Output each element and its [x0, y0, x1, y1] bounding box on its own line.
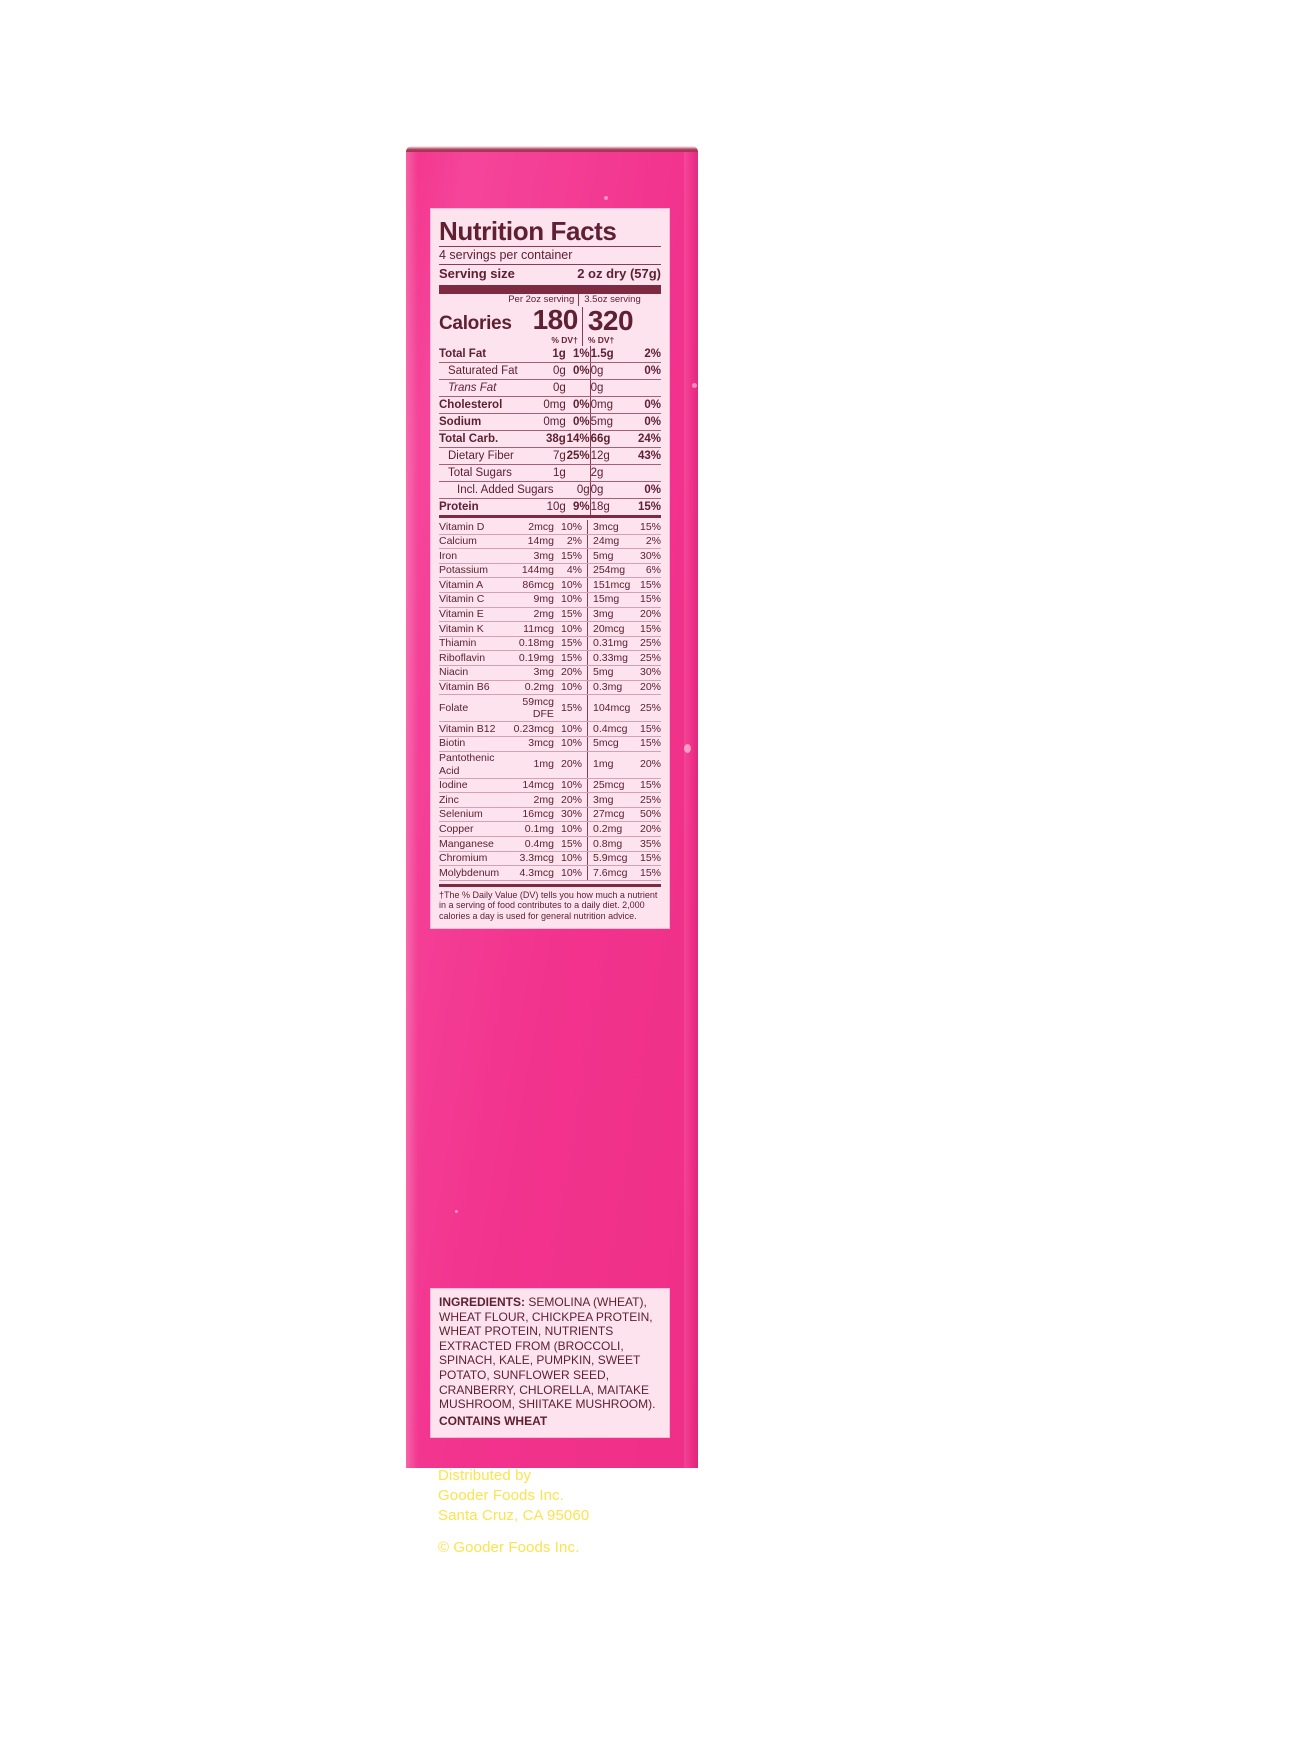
- nutrient-dv-col1: 25%: [566, 448, 590, 465]
- calories-row: [439, 306, 661, 335]
- nutrient-dv-col2: [632, 465, 661, 482]
- nutrition-facts-panel: [430, 208, 670, 929]
- nutrient-dv-col1: 9%: [566, 499, 590, 517]
- micronutrient-amount-col2: 27mcg: [588, 807, 635, 822]
- table-row: [439, 592, 661, 607]
- micronutrient-name: Vitamin E: [439, 607, 510, 622]
- micronutrient-amount-col2: 5.9mcg: [588, 851, 635, 866]
- micronutrient-dv-col2: 15%: [634, 851, 661, 866]
- copyright-notice: © Gooder Foods Inc.: [438, 1539, 580, 1556]
- micronutrient-dv-col1: 2%: [558, 534, 588, 549]
- divider: [439, 264, 661, 265]
- distributor-address: Santa Cruz, CA 95060: [438, 1507, 590, 1524]
- micronutrient-amount-col2: 3mg: [588, 607, 635, 622]
- micronutrient-name: Copper: [439, 822, 510, 837]
- micronutrient-amount-col2: 0.3mg: [588, 680, 635, 695]
- micronutrient-amount-col1: 16mcg: [510, 807, 558, 822]
- micronutrient-amount-col2: 20mcg: [588, 622, 635, 637]
- table-row: [439, 622, 661, 637]
- micronutrient-dv-col2: 2%: [634, 534, 661, 549]
- nutrient-name: Cholesterol: [439, 397, 530, 414]
- micronutrient-name: Iodine: [439, 778, 510, 793]
- micronutrient-amount-col1: 0.1mg: [510, 822, 558, 837]
- micronutrient-amount-col1: 14mg: [510, 534, 558, 549]
- micronutrient-name: Niacin: [439, 665, 510, 680]
- micronutrient-dv-col2: 25%: [634, 793, 661, 808]
- micronutrient-dv-col1: 20%: [558, 751, 588, 778]
- micronutrient-name: Vitamin D: [439, 520, 510, 534]
- nutrient-dv-col1: 14%: [566, 431, 590, 448]
- micronutrient-amount-col2: 0.33mg: [588, 651, 635, 666]
- column-header-3-5oz: 3.5oz serving: [578, 294, 661, 306]
- table-row: [439, 563, 661, 578]
- micronutrient-name: Vitamin C: [439, 592, 510, 607]
- nutrient-dv-col2: 0%: [632, 482, 661, 499]
- table-row: [439, 346, 661, 363]
- table-row: [439, 578, 661, 593]
- micronutrient-amount-col2: 1mg: [588, 751, 635, 778]
- nutrient-name: Incl. Added Sugars: [439, 482, 566, 499]
- nutrient-name: Protein: [439, 499, 530, 517]
- nutrient-dv-col1: 0%: [566, 414, 590, 431]
- micronutrient-amount-col1: 2mg: [510, 607, 558, 622]
- table-row: [439, 431, 661, 448]
- table-row: [439, 665, 661, 680]
- table-row: [439, 414, 661, 431]
- micronutrient-dv-col1: 15%: [558, 636, 588, 651]
- nutrient-dv-col2: 24%: [632, 431, 661, 448]
- table-row: [439, 448, 661, 465]
- micronutrient-amount-col1: 0.4mg: [510, 837, 558, 852]
- micronutrient-dv-col1: 15%: [558, 549, 588, 564]
- micronutrient-dv-col2: 6%: [634, 563, 661, 578]
- micronutrient-dv-col2: 15%: [634, 578, 661, 593]
- table-row: [439, 520, 661, 534]
- box-speck: [684, 744, 691, 753]
- micronutrient-dv-col2: 25%: [634, 651, 661, 666]
- micronutrient-dv-col2: 25%: [634, 636, 661, 651]
- nutrient-amount-col2: 2g: [590, 465, 632, 482]
- micronutrient-amount-col1: 0.2mg: [510, 680, 558, 695]
- micronutrient-dv-col2: 30%: [634, 549, 661, 564]
- micronutrient-amount-col2: 5mg: [588, 549, 635, 564]
- daily-value-footnote: †The % Daily Value (DV) tells you how much a nutrient in a serving of food contributes to a daily diet. 2,000 calories a day is used for general nutrition advice.: [439, 884, 661, 922]
- micronutrient-name: Selenium: [439, 807, 510, 822]
- micronutrient-name: Zinc: [439, 793, 510, 808]
- micronutrient-dv-col2: 15%: [634, 736, 661, 751]
- micronutrient-amount-col2: 5mg: [588, 665, 635, 680]
- table-row: [439, 482, 661, 499]
- nutrient-amount-col1: 0g: [530, 380, 566, 397]
- nutrient-amount-col2: 0g: [590, 363, 632, 380]
- micronutrient-dv-col1: 10%: [558, 722, 588, 737]
- micronutrient-name: Calcium: [439, 534, 510, 549]
- micronutrient-amount-col1: 2mg: [510, 793, 558, 808]
- micronutrient-amount-col2: 151mcg: [588, 578, 635, 593]
- table-row: [439, 736, 661, 751]
- micronutrient-dv-col1: 15%: [558, 837, 588, 852]
- servings-per-container: 4 servings per container: [439, 248, 573, 262]
- micronutrient-amount-col2: 3mg: [588, 793, 635, 808]
- micronutrient-dv-col1: 10%: [558, 866, 588, 881]
- column-header-per-2oz: Per 2oz serving: [508, 294, 575, 305]
- thick-divider: [439, 285, 661, 294]
- nutrient-amount-col2: 1.5g: [590, 346, 632, 363]
- table-row: [439, 695, 661, 722]
- box-speck: [692, 383, 697, 388]
- serving-size-value: 2 oz dry (57g): [577, 266, 661, 281]
- nutrient-amount-col1: 1g: [530, 465, 566, 482]
- micronutrient-amount-col2: 5mcg: [588, 736, 635, 751]
- micronutrient-amount-col1: 59mcg DFE: [510, 695, 558, 722]
- serving-size-row: [439, 266, 661, 282]
- micronutrient-amount-col2: 7.6mcg: [588, 866, 635, 881]
- table-row: [439, 822, 661, 837]
- micronutrient-dv-col1: 20%: [558, 793, 588, 808]
- micronutrient-amount-col1: 3mcg: [510, 736, 558, 751]
- table-row: [439, 778, 661, 793]
- micronutrient-amount-col1: 3.3mcg: [510, 851, 558, 866]
- nutrient-dv-col1: 0%: [566, 363, 590, 380]
- micronutrient-dv-col2: 15%: [634, 778, 661, 793]
- micronutrient-name: Vitamin A: [439, 578, 510, 593]
- micronutrient-dv-col2: 20%: [634, 822, 661, 837]
- micronutrient-dv-col2: 30%: [634, 665, 661, 680]
- micronutrient-amount-col1: 9mg: [510, 592, 558, 607]
- micronutrient-dv-col1: 10%: [558, 778, 588, 793]
- macronutrient-table: [439, 346, 661, 518]
- allergen-statement: CONTAINS WHEAT: [439, 1413, 548, 1428]
- serving-size-label: Serving size: [439, 266, 515, 281]
- nutrient-amount-col1: 0mg: [530, 414, 566, 431]
- micronutrient-table: [439, 520, 661, 881]
- micronutrient-dv-col2: 20%: [634, 607, 661, 622]
- micronutrient-amount-col1: 0.18mg: [510, 636, 558, 651]
- micronutrient-amount-col1: 3mg: [510, 549, 558, 564]
- micronutrient-amount-col1: 3mg: [510, 665, 558, 680]
- table-row: [439, 636, 661, 651]
- micronutrient-dv-col2: 25%: [634, 695, 661, 722]
- micronutrient-dv-col1: 10%: [558, 736, 588, 751]
- nutrient-name: Total Carb.: [439, 431, 530, 448]
- micronutrient-dv-col1: 20%: [558, 665, 588, 680]
- micronutrient-dv-col1: 10%: [558, 578, 588, 593]
- table-row: [439, 680, 661, 695]
- micronutrient-dv-col1: 10%: [558, 822, 588, 837]
- micronutrient-dv-col2: 15%: [634, 722, 661, 737]
- nutrient-amount-col2: 5mg: [590, 414, 632, 431]
- micronutrient-amount-col1: 144mg: [510, 563, 558, 578]
- micronutrient-name: Vitamin K: [439, 622, 510, 637]
- micronutrient-amount-col1: 14mcg: [510, 778, 558, 793]
- table-row: [439, 722, 661, 737]
- calories-value-2oz: 180: [532, 304, 578, 335]
- calories-label: Calories: [439, 313, 512, 334]
- table-row: [439, 549, 661, 564]
- nutrient-dv-col1: [566, 380, 590, 397]
- table-row: [439, 397, 661, 414]
- micronutrient-amount-col1: 86mcg: [510, 578, 558, 593]
- table-row: [439, 837, 661, 852]
- micronutrient-amount-col1: 2mcg: [510, 520, 558, 534]
- micronutrient-amount-col1: 1mg: [510, 751, 558, 778]
- nutrient-amount-col1: 7g: [530, 448, 566, 465]
- nutrient-dv-col1: 0%: [566, 397, 590, 414]
- micronutrient-name: Riboflavin: [439, 651, 510, 666]
- box-speck: [455, 1210, 458, 1213]
- micronutrient-amount-col2: 25mcg: [588, 778, 635, 793]
- micronutrient-dv-col1: 15%: [558, 695, 588, 722]
- nutrition-facts-title: Nutrition Facts: [439, 216, 617, 246]
- nutrient-amount-col1: 1g: [530, 346, 566, 363]
- nutrient-amount-col1: 0g: [566, 482, 590, 499]
- micronutrient-amount-col2: 24mg: [588, 534, 635, 549]
- micronutrient-amount-col1: 0.19mg: [510, 651, 558, 666]
- nutrient-dv-col2: 0%: [632, 414, 661, 431]
- micronutrient-amount-col2: 104mcg: [588, 695, 635, 722]
- nutrient-amount-col1: 0mg: [530, 397, 566, 414]
- table-row: [439, 793, 661, 808]
- micronutrient-amount-col2: 254mg: [588, 563, 635, 578]
- distributed-by-label: Distributed by: [438, 1467, 532, 1484]
- calories-col1: [439, 306, 582, 335]
- nutrient-amount-col2: 0g: [590, 380, 632, 397]
- distributor-block: [438, 1466, 688, 1558]
- nutrient-name: Sodium: [439, 414, 530, 431]
- nutrient-name: Saturated Fat: [439, 363, 530, 380]
- micronutrient-dv-col2: 15%: [634, 622, 661, 637]
- micronutrient-name: Iron: [439, 549, 510, 564]
- table-row: [439, 380, 661, 397]
- micronutrient-name: Manganese: [439, 837, 510, 852]
- nutrient-name: Total Fat: [439, 346, 530, 363]
- micronutrient-amount-col2: 0.4mcg: [588, 722, 635, 737]
- dv-header-col1: % DV†: [551, 335, 578, 345]
- micronutrient-dv-col1: 4%: [558, 563, 588, 578]
- micronutrient-dv-col1: 30%: [558, 807, 588, 822]
- micronutrient-dv-col1: 10%: [558, 592, 588, 607]
- micronutrient-name: Vitamin B12: [439, 722, 510, 737]
- nutrient-amount-col1: 10g: [530, 499, 566, 517]
- micronutrient-name: Folate: [439, 695, 510, 722]
- micronutrient-name: Biotin: [439, 736, 510, 751]
- micronutrient-amount-col1: 11mcg: [510, 622, 558, 637]
- table-row: [439, 499, 661, 517]
- micronutrient-amount-col2: 0.8mg: [588, 837, 635, 852]
- nutrient-amount-col2: 66g: [590, 431, 632, 448]
- micronutrient-name: Molybdenum: [439, 866, 510, 881]
- table-row: [439, 465, 661, 482]
- nutrient-amount-col2: 0mg: [590, 397, 632, 414]
- nutrient-name: Trans Fat: [439, 380, 530, 397]
- calories-col2: [582, 307, 661, 335]
- micronutrient-amount-col2: 3mcg: [588, 520, 635, 534]
- micronutrient-dv-col1: 15%: [558, 607, 588, 622]
- nutrient-dv-col2: 0%: [632, 397, 661, 414]
- table-row: [439, 807, 661, 822]
- nutrient-dv-col1: 1%: [566, 346, 590, 363]
- table-row: [439, 851, 661, 866]
- table-row: [439, 751, 661, 778]
- micronutrient-amount-col2: 15mg: [588, 592, 635, 607]
- nutrient-amount-col1: 38g: [530, 431, 566, 448]
- ingredients-panel: [430, 1288, 670, 1438]
- distributor-company: Gooder Foods Inc.: [438, 1487, 564, 1504]
- micronutrient-amount-col1: 0.23mcg: [510, 722, 558, 737]
- micronutrient-amount-col2: 0.2mg: [588, 822, 635, 837]
- table-row: [439, 866, 661, 881]
- nutrient-amount-col2: 0g: [590, 482, 632, 499]
- micronutrient-dv-col2: 15%: [634, 592, 661, 607]
- nutrient-dv-col2: 43%: [632, 448, 661, 465]
- micronutrient-dv-col1: 10%: [558, 622, 588, 637]
- nutrient-dv-col2: 15%: [632, 499, 661, 517]
- micronutrient-dv-col1: 10%: [558, 520, 588, 534]
- dv-header-col2: % DV†: [582, 335, 661, 346]
- micronutrient-dv-col1: 10%: [558, 851, 588, 866]
- micronutrient-dv-col2: 15%: [634, 866, 661, 881]
- nutrient-dv-col1: [566, 465, 590, 482]
- micronutrient-amount-col1: 4.3mcg: [510, 866, 558, 881]
- table-row: [439, 534, 661, 549]
- nutrient-name: Dietary Fiber: [439, 448, 530, 465]
- micronutrient-dv-col1: 10%: [558, 680, 588, 695]
- micronutrient-dv-col2: 15%: [634, 520, 661, 534]
- nutrient-amount-col1: 0g: [530, 363, 566, 380]
- ingredients-heading: INGREDIENTS:: [439, 1295, 526, 1309]
- nutrient-dv-col2: 0%: [632, 363, 661, 380]
- table-row: [439, 363, 661, 380]
- ingredients-text: [439, 1295, 661, 1412]
- micronutrient-name: Thiamin: [439, 636, 510, 651]
- nutrient-dv-col2: 2%: [632, 346, 661, 363]
- micronutrient-name: Potassium: [439, 563, 510, 578]
- divider: [439, 246, 661, 247]
- ingredients-body: SEMOLINA (WHEAT), WHEAT FLOUR, CHICKPEA PROTEIN, WHEAT PROTEIN, NUTRIENTS EXTRACTED FROM (BROCCOLI, SPINACH, KALE, PUMPKIN, SWEET POTATO, SUNFLOWER SEED, CRANBERRY, CHLORELLA, MAITAKE MUSHROOM, SHIITAKE MUSHROOM).: [439, 1295, 656, 1412]
- nutrient-name: Total Sugars: [439, 465, 530, 482]
- box-speck: [604, 196, 608, 200]
- micronutrient-dv-col2: 20%: [634, 751, 661, 778]
- micronutrient-amount-col2: 0.31mg: [588, 636, 635, 651]
- table-row: [439, 651, 661, 666]
- micronutrient-dv-col2: 35%: [634, 837, 661, 852]
- nutrient-dv-col2: [632, 380, 661, 397]
- micronutrient-name: Chromium: [439, 851, 510, 866]
- micronutrient-dv-col2: 20%: [634, 680, 661, 695]
- nutrient-amount-col2: 12g: [590, 448, 632, 465]
- micronutrient-dv-col1: 15%: [558, 651, 588, 666]
- table-row: [439, 607, 661, 622]
- calories-value-3-5oz: 320: [587, 305, 634, 336]
- micronutrient-name: Pantothenic Acid: [439, 751, 510, 778]
- micronutrient-dv-col2: 50%: [634, 807, 661, 822]
- nutrient-amount-col2: 18g: [590, 499, 632, 517]
- daily-value-headers: [439, 335, 661, 346]
- micronutrient-name: Vitamin B6: [439, 680, 510, 695]
